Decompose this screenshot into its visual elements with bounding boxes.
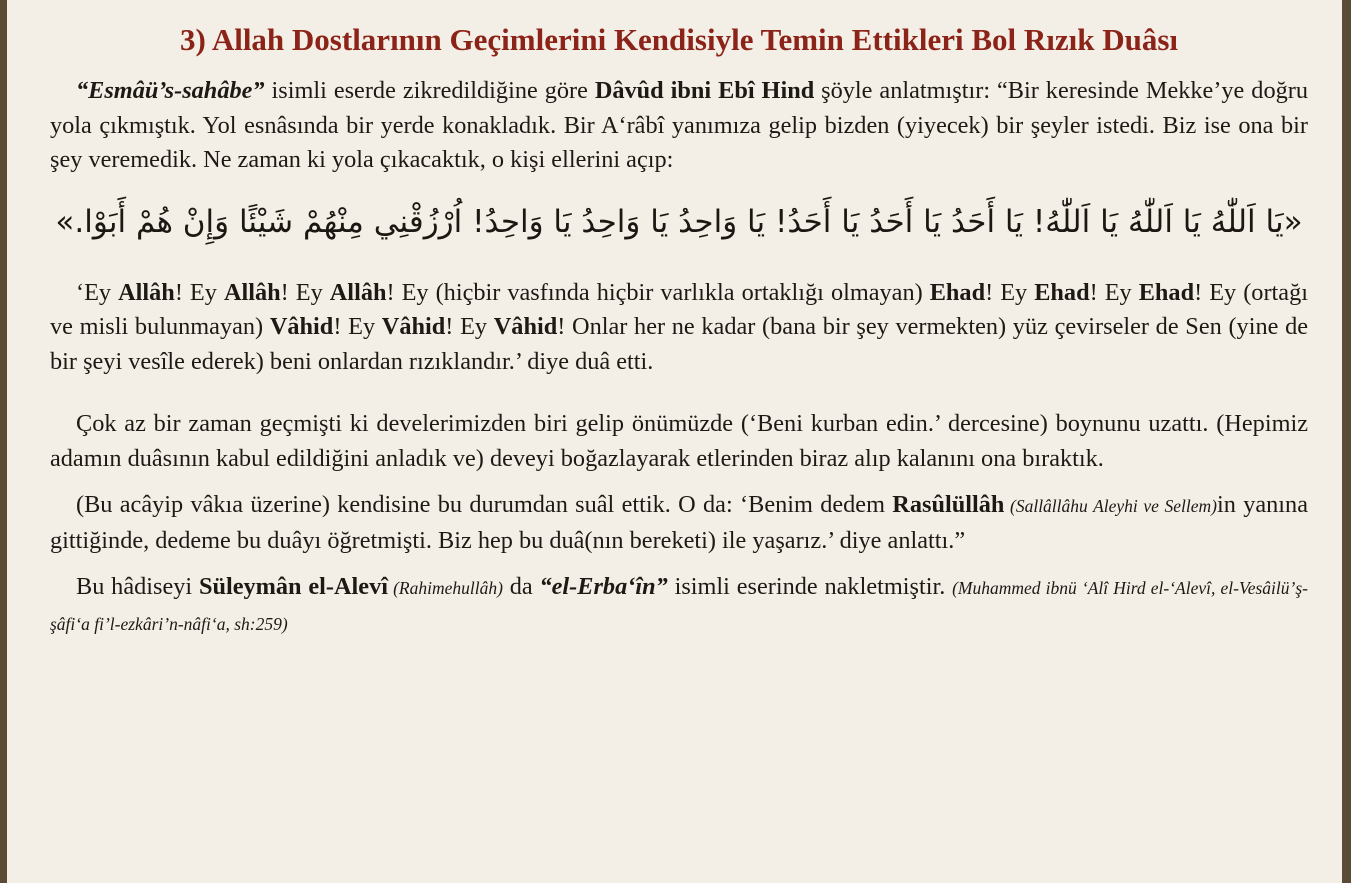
intro-paragraph [50, 74, 1308, 178]
citation: (Muhammed ibnü ‘Alî Hird el-‘Alevî, el-Vesâilü’ş-şâfi‘a fi’l-ezkâri’n-nâfi‘a, sh:259) [50, 578, 1308, 634]
divine-name-allah: Allâh [329, 278, 387, 306]
rahimehullah-note: (Rahimehullâh) [387, 578, 503, 598]
source-paragraph [50, 570, 1308, 641]
source-text-1: Bu hâdiseyi [76, 573, 199, 600]
translation-text: ! Ey [1089, 278, 1139, 306]
translation-text: ! Ey (ortağı ve misli bulunmayan) [50, 278, 1308, 340]
translation-text: ! Ey [174, 278, 224, 306]
book-title: “el-Erba‘în” [539, 573, 668, 600]
translation-text: ! Ey (hiçbir vasfında hiçbir varlıkla ortaklığı olmayan) [386, 278, 930, 306]
divine-name-vahid: Vâhid [493, 313, 558, 340]
divine-name-vahid: Vâhid [381, 313, 446, 340]
divine-name-allah: Allâh [118, 278, 175, 306]
translation-text: ‘Ey [76, 278, 119, 306]
salawat-note: (Sallâllâhu Aleyhi ve Sellem) [1004, 496, 1218, 516]
divine-name-ehad: Ehad [929, 278, 986, 306]
section-heading: 3) Allah Dostlarının Geçimlerini Kendisiyle Temin Ettikleri Bol Rızık Duâsı [179, 22, 1179, 57]
camel-paragraph: Çok az bir zaman geçmişti ki develerimizden biri gelip önümüzde (‘Beni kurban edin.’ dercesine) boynunu uzattı. (Hepimiz adamın duâsının kabul edildiğini anladık ve) deveyi boğazlayarak etlerinden biraz alıp kalanını ona bıraktık. [50, 410, 1308, 472]
arabic-dua: «يَا اَللّٰهُ يَا اَللّٰهُ يَا اَللّٰهُ! يَا أَحَدُ يَا أَحَدُ يَا أَحَدُ! يَا وَاحِدُ يَا وَاحِدُ يَا وَاحِدُ! اُرْزُقْنِي مِنْهُمْ شَيْئًا وَإِنْ هُمْ أَبَوْا.» [55, 203, 1303, 240]
narrator-name: Dâvûd ibni Ebî Hind [594, 77, 815, 104]
divine-name-ehad: Ehad [1138, 278, 1195, 306]
prophet-name: Rasûlüllâh [892, 491, 1005, 518]
scholar-name: Süleymân el-Alevî [198, 573, 388, 600]
source-text-2: da [502, 573, 540, 600]
divine-name-ehad: Ehad [1034, 278, 1090, 306]
translation-text: ! Ey [985, 278, 1035, 306]
source-text-3: isimli eserinde nakletmiştir. [667, 573, 953, 600]
translation-text: ! Onlar her ne kadar (bana bir şey vermekten) yüz çevirseler de Sen (yine de bir şeyi vesîle ederek) beni onlardan rızıklandır.’ diye duâ etti. [50, 313, 1309, 375]
translation-text: ! Ey [280, 278, 330, 306]
translation-paragraph [50, 276, 1308, 380]
explanation-paragraph [50, 488, 1308, 558]
translation-text: ! Ey [333, 313, 382, 340]
intro-text-1: isimli eserde zikredildiğine göre [264, 77, 595, 104]
explanation-text-2: in yanına gittiğinde, dedeme bu duâyı öğretmişti. Biz hep bu duâ(nın bereketi) ile yaşarız.’ diye anlattı.” [50, 491, 1308, 554]
divine-name-vahid: Vâhid [269, 313, 334, 340]
intro-text-2: şöyle anlatmıştır: “Bir keresinde Mekke’ye doğru yola çıkmıştık. Yol esnâsında bir yerde konakladık. Bir A‘râbî yanımıza gelip bizden (yiyecek) bir şeyler istedi. Biz ise ona bir şey veremedik. Ne zaman ki yola çıkacaktık, o kişi ellerini açıp: [50, 77, 1308, 173]
source-title: “Esmâü’s-sahâbe” [76, 77, 265, 104]
divine-name-allah: Allâh [223, 278, 281, 306]
explanation-text-1: (Bu acâyip vâkıa üzerine) kendisine bu durumdan suâl ettik. O da: ‘Benim dedem [76, 491, 893, 518]
page-content [50, 0, 1308, 641]
translation-text: ! Ey [445, 313, 494, 340]
